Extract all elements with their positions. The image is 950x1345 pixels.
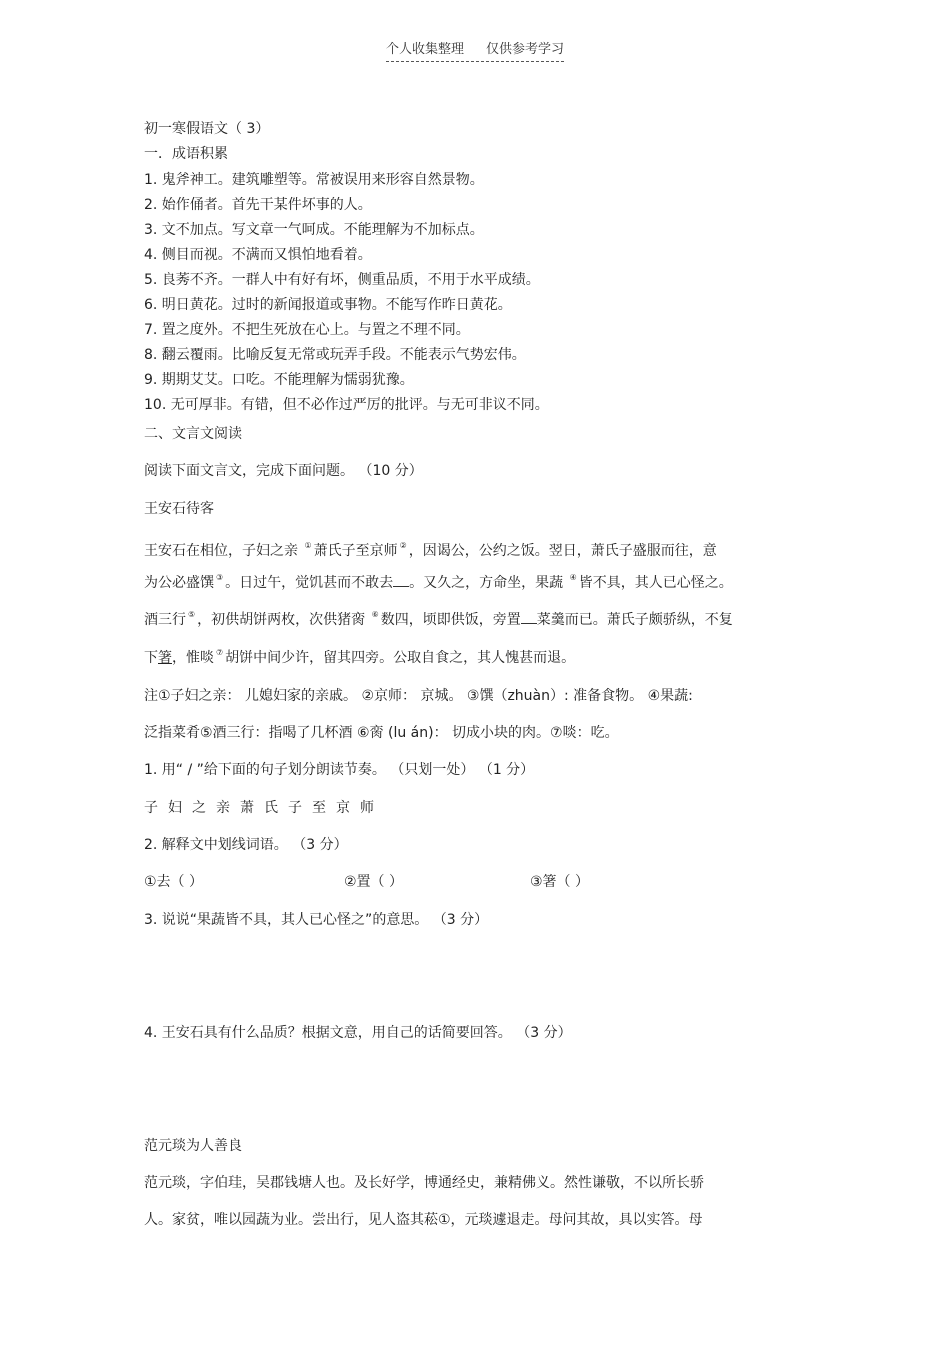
underlined-word: 箸 xyxy=(158,650,172,666)
idiom-item: 6. 明日黄花。过时的新闻报道或事物。不能写作昨日黄花。 xyxy=(144,297,512,313)
underline-blank xyxy=(521,611,537,624)
story2-title: 范元琰为人善良 xyxy=(144,1138,242,1154)
idiom-item: 8. 翻云覆雨。比喻反复无常或玩弄手段。不能表示气势宏伟。 xyxy=(144,347,526,363)
passage-line: 下箸，惟啖 ⑦ 胡饼中间少许，留其四旁。公取自食之，其人愧甚而退。 xyxy=(144,648,576,666)
question-4: 4. 王安石具有什么品质？根据文意，用自己的话简要回答。 （3 分） xyxy=(144,1025,572,1041)
story-title: 王安石待客 xyxy=(144,501,214,517)
document-title: 初一寒假语文（ 3） xyxy=(144,121,270,137)
idiom-item: 3. 文不加点。写文章一气呵成。不能理解为不加标点。 xyxy=(144,222,484,238)
note-line: 注①子妇之亲： 儿媳妇家的亲戚。 ②京师： 京城。 ③馔（zhuàn）: 准备食物。 ④果蔬: xyxy=(144,688,693,704)
header-left: 个人收集整理 xyxy=(385,42,464,57)
story2-line: 范元琰，字伯珪，吴郡钱塘人也。及长好学，博通经史，兼精佛义。然性谦敬，不以所长骄 xyxy=(144,1175,704,1191)
idiom-item: 5. 良莠不齐。一群人中有好有坏，侧重品质，不用于水平成绩。 xyxy=(144,272,540,288)
idiom-item: 4. 侧目而视。不满而又惧怕地看着。 xyxy=(144,247,372,263)
idiom-item: 9. 期期艾艾。口吃。不能理解为懦弱犹豫。 xyxy=(144,372,414,388)
header-right: 仅供参考学习 xyxy=(486,42,565,57)
passage-line: 酒三行 ⑤ ，初供胡饼两枚，次供猪脔 ⑥ 数四，顷即供饭，旁置 菜羹而已。萧氏子颇骄纵，不复 xyxy=(144,610,733,628)
idiom-item: 1. 鬼斧神工。建筑雕塑等。常被误用来形容自然景物。 xyxy=(144,172,484,188)
passage-line: 王安石在相位，子妇之亲 ① 萧氏子至京师 ② ，因谒公，公约之饭。翌日，萧氏子盛服而往，意 xyxy=(144,541,717,559)
underline-blank xyxy=(393,574,409,587)
idiom-item: 7. 置之度外。不把生死放在心上。与置之不理不同。 xyxy=(144,322,470,338)
page-header xyxy=(0,38,950,62)
passage-line: 为公必盛馔 ③ 。日过午，觉饥甚而不敢去 。又久之，方命坐，果蔬 ④ 皆不具，其人已心怪之。 xyxy=(144,573,733,591)
idiom-item: 2. 始作俑者。首先干某件坏事的人。 xyxy=(144,197,372,213)
question-1: 1. 用“ / ”给下面的句子划分朗读节奏。 （只划一处） （1 分） xyxy=(144,762,535,778)
question-2: 2. 解释文中划线词语。 （3 分） xyxy=(144,837,348,853)
note-line: 泛指菜肴⑤酒三行：指喝了几杯酒 ⑥脔 (lu án)： 切成小块的肉。⑦啖：吃。 xyxy=(144,725,619,741)
section1-heading: 一．成语积累 xyxy=(144,146,228,162)
rhythm-sentence: 子 妇 之 亲 萧 氏 子 至 京 师 xyxy=(144,800,374,816)
section2-heading: 二、文言文阅读 xyxy=(144,426,242,442)
story2-line: 人。家贫，唯以园蔬为业。尝出行，见人盗其菘①，元琰遽退走。母问其故，具以实答。母 xyxy=(144,1212,703,1228)
answer-blanks[interactable]: ①去（ ） ②置（ ） ③箸（ ） xyxy=(144,874,590,890)
reading-instruction: 阅读下面文言文，完成下面问题。 （10 分） xyxy=(144,463,423,479)
question-3: 3. 说说“果蔬皆不具，其人已心怪之”的意思。 （3 分） xyxy=(144,912,489,928)
idiom-item: 10. 无可厚非。有错，但不必作过严厉的批评。与无可非议不同。 xyxy=(144,397,549,413)
